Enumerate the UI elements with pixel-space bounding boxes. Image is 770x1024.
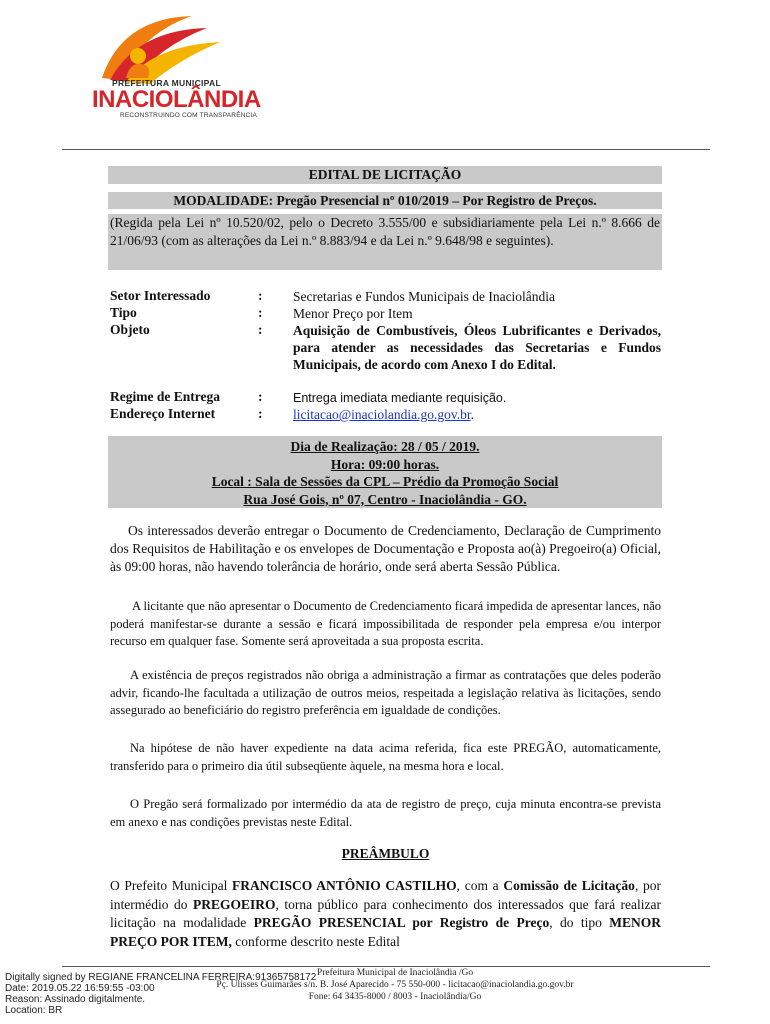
paragraph-interessados: Os interessados deverão entregar o Documento de Credenciamento, Declaração de Cumprimento dos Requisitos de Habilitação e os envelopes de Documentação e Proposta ao(à) Pregoeiro(a) Oficial, às 09:00 horas, não havendo tolerância de horário, onde será aberta Sessão Pública. [110, 523, 661, 574]
endereco-value: licitacao@inaciolandia.go.gov.br. [293, 407, 474, 422]
regime-value: Entrega imediata mediante requisição. [293, 391, 507, 405]
logo-city-name: INACIOLÂNDIA [92, 86, 261, 113]
objeto-label: Objeto [110, 322, 150, 337]
paragraph-ata: O Pregão será formalizado por intermédio da ata de registro de preço, cuja minuta encontra-se prevista em anexo e nas condições previstas neste Edital. [110, 797, 661, 829]
realizacao-rua: Rua José Gois, nº 07, Centro - Inaciolândia - GO. [243, 491, 527, 507]
objeto-colon: : [258, 322, 263, 337]
modalidade-title: MODALIDADE: Pregão Presencial nº 010/2019 – Por Registro de Preços. [108, 192, 662, 209]
footer-prefeitura: Prefeitura Municipal de Inaciolândia /Go [316, 968, 474, 978]
realizacao-dia: Dia de Realização: 28 / 05 / 2019. [290, 439, 480, 454]
footer-address: Pç. Ulisses Guimarães s/n. B. José Aparecido - 75 550-000 - licitacao@inaciolandia.go.gov.br [216, 980, 574, 990]
edital-title: EDITAL DE LICITAÇÃO [108, 166, 662, 184]
realizacao-hora: Hora: 09:00 horas. [330, 456, 440, 472]
logo-tagline: RECONSTRUINDO COM TRANSPARÊNCIA [120, 112, 258, 119]
email-link[interactable]: licitacao@inaciolandia.go.gov.br [293, 407, 471, 422]
realizacao-box [108, 436, 662, 508]
header-rule [62, 149, 710, 150]
paragraph-precos-registrados: A existência de preços registrados não obriga a administração a firmar as contratações que deles poderão advir, ficando-lhe facultada a utilização de outros meios, respeitada a legislação relativa às licitações, sendo assegurado ao beneficiário do registro preferência em igualdade de condições. [110, 668, 661, 717]
regime-label: Regime de Entrega [110, 389, 220, 404]
paragraph-licitante: A licitante que não apresentar o Documento de Credenciamento ficará impedida de apresentar lances, não poderá manifestar-se durante a sessão e ficará impossibilitada de responder pela empresa e/ou interpor recurso em qualquer fase. Somente será aproveitada a sua proposta escrita. [110, 599, 661, 648]
objeto-value: Aquisição de Combustíveis, Óleos Lubrificantes e Derivados, para atender as necessidades das Secretarias e Fundos Municipais, de acordo com Anexo I do Edital. [293, 323, 661, 372]
regime-colon: : [258, 389, 263, 404]
signature-signed-by: Digitally signed by REGIANE FRANCELINA FERREIRA:91365758172 [5, 972, 317, 983]
realizacao-local: Local : Sala de Sessões da CPL – Prédio da Promoção Social [211, 474, 559, 489]
signature-date: Date: 2019.05.22 16:59:55 -03:00 [5, 983, 155, 994]
tipo-colon: : [258, 305, 263, 320]
signature-location: Location: BR [5, 1005, 63, 1016]
signature-reason: Reason: Assinado digitalmente. [5, 994, 146, 1005]
footer-phone: Fone: 64 3435-8000 / 8003 - Inaciolândia/Go [308, 992, 482, 1002]
preambulo-heading: PREÂMBULO [341, 846, 430, 861]
endereco-colon: : [258, 406, 263, 421]
paragraph-hipotese: Na hipótese de não haver expediente na data acima referida, fica este PREGÃO, automaticamente, transferido para o primeiro dia útil subseqüente àquele, na mesma hora e local. [110, 741, 661, 773]
tipo-value: Menor Preço por Item [293, 306, 413, 321]
tipo-label: Tipo [110, 305, 137, 320]
endereco-label: Endereço Internet [110, 406, 216, 421]
logo-prefeitura-text: PREFEITURA MUNICIPAL [112, 78, 221, 88]
preambulo-paragraph: O Prefeito Municipal FRANCISCO ANTÔNIO CASTILHO, com a Comissão de Licitação, por intermédio do PREGOEIRO, torna público para conhecimento dos interessados que fará realizar licitação na modalidade PREGÃO PRESENCIAL por Registro de Preço, do tipo MENOR PREÇO POR ITEM, conforme descrito neste Edital [110, 878, 661, 949]
regida-paragraph: (Regida pela Lei nº 10.520/02, pelo o Decreto 3.555/00 e subsidiariamente pela Lei n.º 8.666 de 21/06/93 (com as alterações da Lei n.º 8.883/94 e da Lei n.º 9.648/98 e seguintes). [108, 214, 662, 270]
setor-colon: : [258, 288, 263, 303]
setor-value: Secretarias e Fundos Municipais de Inaciolândia [293, 289, 556, 304]
setor-label: Setor Interessado [110, 288, 211, 303]
logo-figure-head [130, 48, 146, 64]
